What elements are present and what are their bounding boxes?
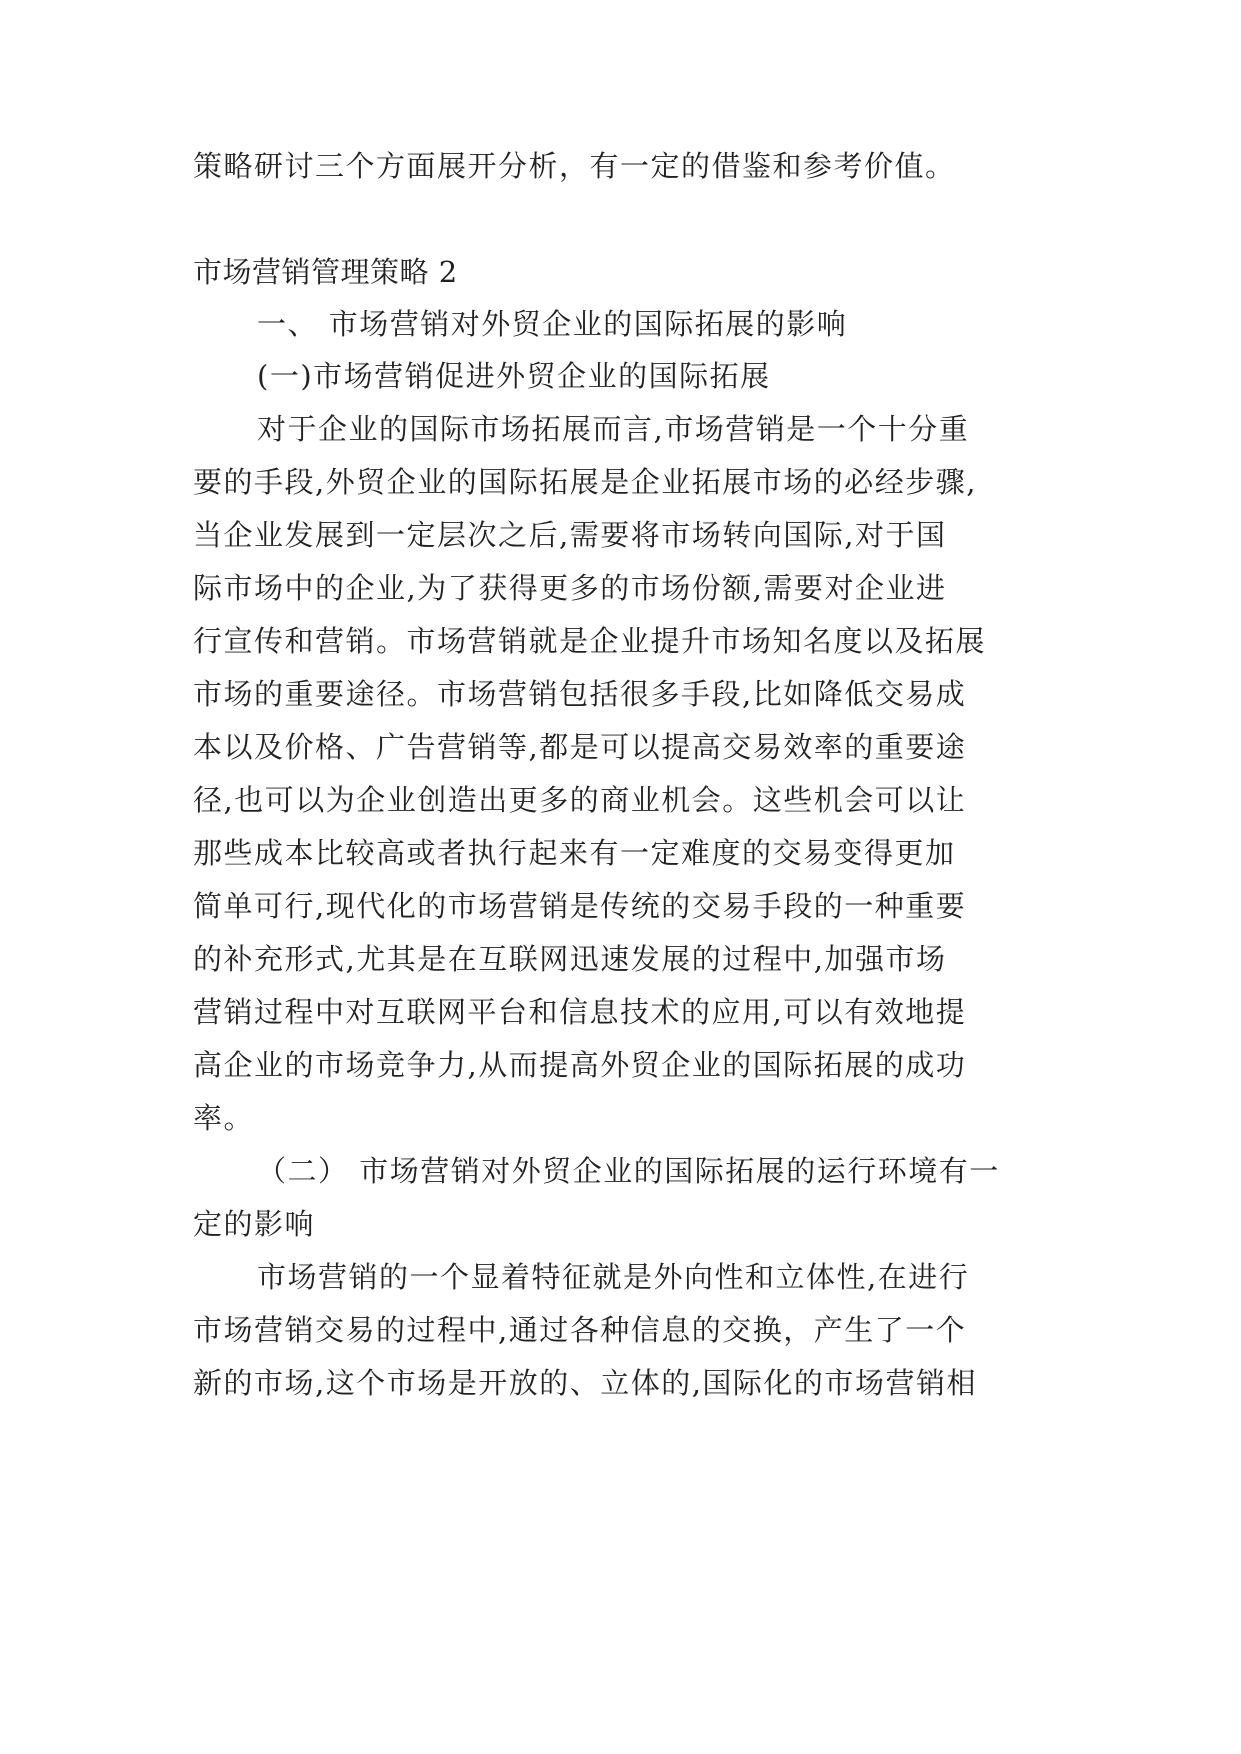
subheading-2-line: 定的影响 bbox=[193, 1207, 316, 1241]
section-title: 市场营销管理策略 2 bbox=[193, 255, 458, 289]
paragraph-1-line: 的补充形式,尤其是在互联网迅速发展的过程中,加强市场 bbox=[193, 942, 947, 976]
intro-tail-text: 策略研讨三个方面展开分析，有一定的借鉴和参考价值。 bbox=[193, 149, 956, 183]
paragraph-1-line: 高企业的市场竞争力,从而提高外贸企业的国际拓展的成功 bbox=[193, 1048, 967, 1082]
paragraph-1-line: 当企业发展到一定层次之后,需要将市场转向国际,对于国 bbox=[193, 518, 947, 552]
paragraph-2-line: 市场营销的一个显着特征就是外向性和立体性,在进行 bbox=[257, 1260, 970, 1294]
paragraph-1-line: 对于企业的国际市场拓展而言,市场营销是一个十分重 bbox=[257, 412, 970, 446]
paragraph-1-line: 率。 bbox=[193, 1101, 255, 1135]
paragraph-1-line: 市场的重要途径。市场营销包括很多手段,比如降低交易成 bbox=[193, 677, 967, 711]
paragraph-1-line: 行宣传和营销。市场营销就是企业提升市场知名度以及拓展 bbox=[193, 624, 987, 658]
subheading-2-line: （二） 市场营销对外贸企业的国际拓展的运行环境有一 bbox=[257, 1154, 1000, 1188]
paragraph-1-line: 那些成本比较高或者执行起来有一定难度的交易变得更加 bbox=[193, 836, 956, 870]
paragraph-1-line: 径,也可以为企业创造出更多的商业机会。这些机会可以让 bbox=[193, 783, 967, 817]
paragraph-1-line: 简单可行,现代化的市场营销是传统的交易手段的一种重要 bbox=[193, 889, 967, 923]
heading-1: 一、 市场营销对外贸企业的国际拓展的影响 bbox=[257, 307, 848, 341]
paragraph-1-line: 本以及价格、广告营销等,都是可以提高交易效率的重要途 bbox=[193, 730, 967, 764]
paragraph-1-line: 要的手段,外贸企业的国际拓展是企业拓展市场的必经步骤, bbox=[193, 465, 977, 499]
paragraph-1-line: 营销过程中对互联网平台和信息技术的应用,可以有效地提 bbox=[193, 995, 967, 1029]
paragraph-1-line: 际市场中的企业,为了获得更多的市场份额,需要对企业进 bbox=[193, 571, 947, 605]
paragraph-2-line: 新的市场,这个市场是开放的、立体的,国际化的市场营销相 bbox=[193, 1366, 977, 1400]
subheading-1: (一)市场营销促进外贸企业的国际拓展 bbox=[257, 359, 771, 393]
paragraph-2-line: 市场营销交易的过程中,通过各种信息的交换，产生了一个 bbox=[193, 1313, 967, 1347]
